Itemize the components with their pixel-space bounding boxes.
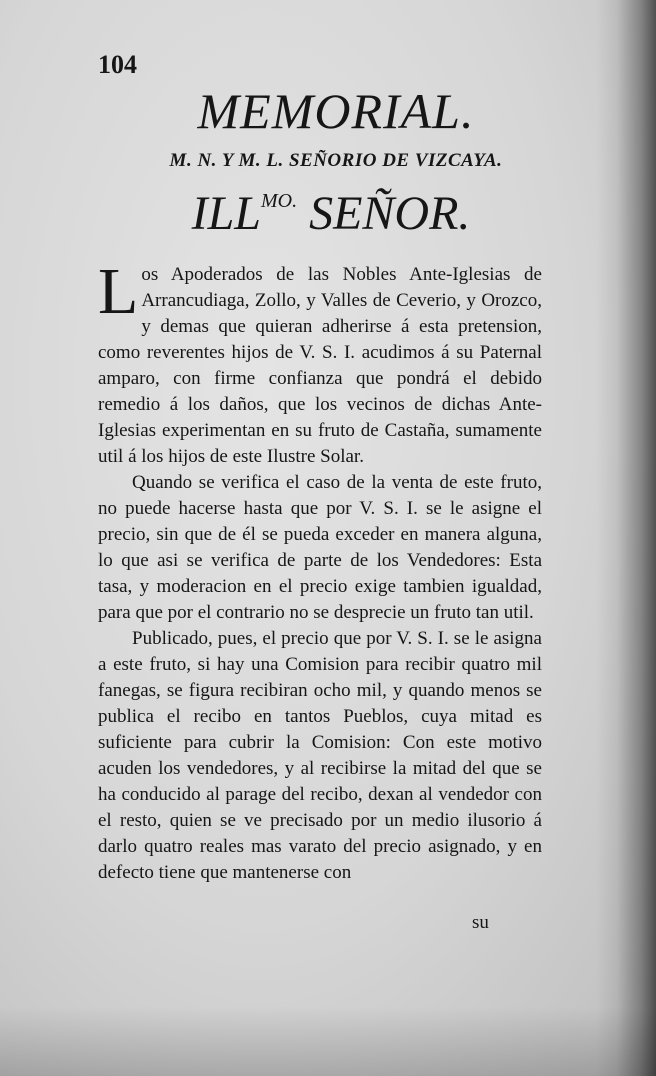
salutation-superscript: MO. [260, 190, 298, 212]
paragraph-3: Publicado, pues, el precio que por V. S. I. se le asigna a este fruto, si hay una Comision para recibir quatro mil fanegas, se figura recibiran ocho mil, y quando menos se publica el recibo en tantos Pueblos, cuya mitad es suficiente para cubrir la Comision: Con este motivo acuden los vendedores, y al recibirse la mitad del que se ha conducido al parage del recibo, dexan al vendedor con el resto, quien se ve precisado por un medio ilusorio á darlo quatro reales mas varato del precio asignado, y en defecto tiene que mantenerse con [98, 628, 542, 883]
body-text [98, 255, 542, 886]
salutation [96, 186, 566, 241]
page-number: 104 [98, 50, 137, 79]
drop-cap: L [98, 255, 139, 328]
page-title: MEMORIAL. [197, 83, 475, 139]
page-subtitle: M. N. Y M. L. SEÑORIO DE VIZCAYA. [169, 150, 503, 171]
page-spine-shadow [596, 0, 656, 1076]
paragraph-1-text: os Apoderados de las Nobles Ante-Iglesias de Arrancudiaga, Zollo, y Valles de Ceverio, y Orozco, y demas que quieran adherirse á esta pretension, como reverentes hijos de V. S. I. acudimos á su Paternal amparo, con firme confianza que pondrá el debido remedio á los daños, que los vecinos de dichas Ante-Iglesias experimentan en su fruto de Castaña, sumamente util á los hijos de este Ilustre Solar. [98, 264, 542, 467]
paragraph-1 [98, 255, 542, 470]
page-bottom-shadow [0, 1006, 656, 1076]
paragraph-2: Quando se verifica el caso de la venta de este fruto, no puede hacerse hasta que por V. S. I. se le asigne el precio, sin que de él se pueda exceder en manera alguna, lo que asi se verifica de parte de los Vendedores: Esta tasa, y moderacion en el precio exige tambien igualdad, para que por el contrario no se desprecie un fruto tan util. [98, 472, 542, 623]
catchword: su [472, 912, 489, 933]
salutation-rest: SEÑOR. [297, 187, 471, 240]
salutation-main: ILL [191, 187, 261, 240]
